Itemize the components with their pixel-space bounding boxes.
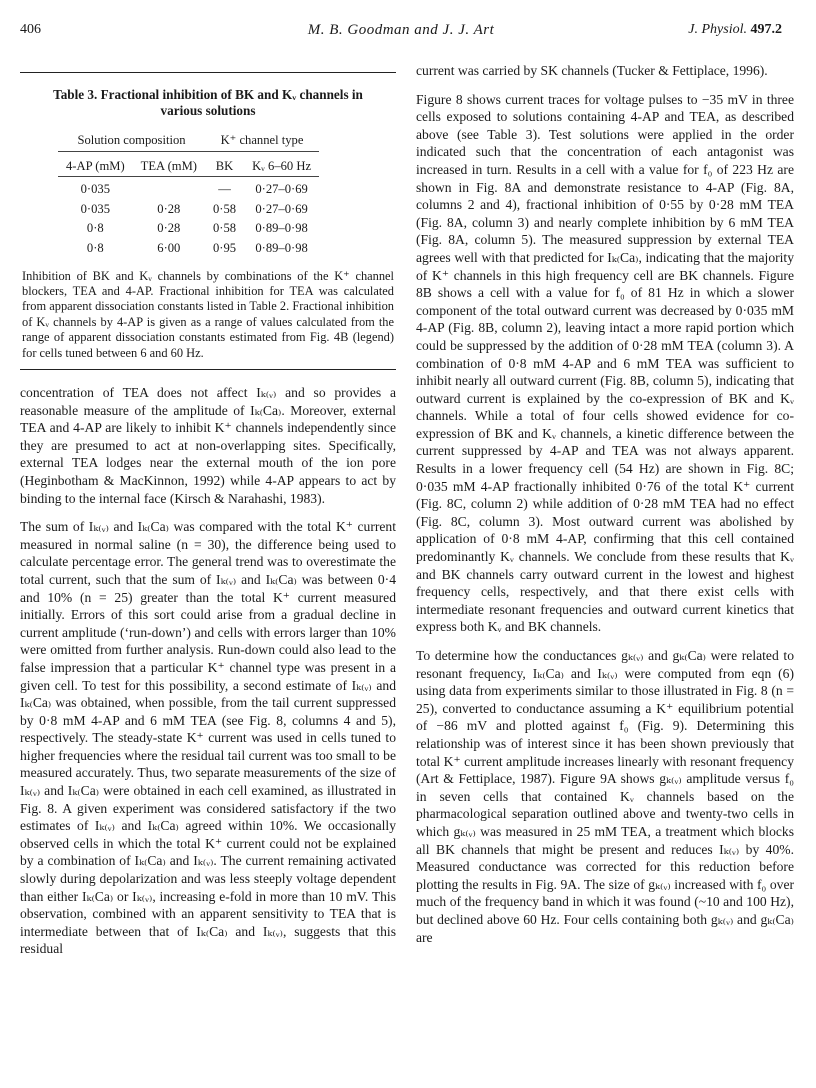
left-column — [20, 62, 396, 969]
group-header-channel: K⁺ channel type — [205, 131, 319, 151]
paragraph-conductances: To determine how the conductances gₖ₍ᵥ₎ and gₖ₍Ca₎ were related to resonant frequency, Iₖ₍Ca₎ and Iₖ₍ᵥ₎ were computed from eqn (6) using data from experiments similar to those illustrated in Fig. 8 (n = 25), converted to conductance assuming a K⁺ equilibrium potential of −86 mV and plotted against f₀ (Fig. 9). Determining this relationship was of interest since it has been shown previously that total K⁺ current amplitude increases linearly with resonant frequency (Art & Fettiplace, 1987). Figure 9A shows gₖ₍ᵥ₎ amplitude versus f₀ in seven cells that contained Kᵥ channels based on the pharmacological separation outlined above and twenty-two cells in which gₖ₍ᵥ₎ was measured in 25 mM TEA, a treatment which blocks all BK channels that might be present and reduces Iₖ₍ᵥ₎ by 40%. Measured conductance was corrected for this reduction before plotting the results in Fig. 9A. The size of gₖ₍ᵥ₎ increased with f₀ over much of the frequency band in which it was found (~10 and 100 Hz), but declined above 60 Hz. Four cells containing both gₖ₍ᵥ₎ and gₖ₍Ca₎ are — [416, 648, 794, 945]
table-row — [58, 239, 319, 259]
right-column — [416, 62, 794, 957]
running-authors: M. B. Goodman and J. J. Art — [307, 22, 495, 38]
inhibition-table — [58, 131, 319, 259]
cell-kv: 0·89–0·98 — [255, 240, 308, 255]
column-header-4ap: 4-AP (mM) — [66, 158, 125, 173]
cell-4ap: 0·8 — [86, 240, 104, 255]
journal-volume: 497.2 — [750, 22, 782, 37]
table-title: Table 3. Fractional inhibition of BK and Kᵥ channels in various solutions — [53, 87, 363, 118]
column-header-tea: TEA (mM) — [140, 158, 197, 173]
table-3 — [20, 72, 396, 370]
table-row — [58, 180, 319, 200]
paragraph-sum-comparison: The sum of Iₖ₍ᵥ₎ and Iₖ₍Ca₎ was compared with the total K⁺ current measured in normal saline (n = 30), the difference being used to calculate percentage error. The general trend was to overestimate the total current, such that the sum of Iₖ₍ᵥ₎ and Iₖ₍Ca₎ was between 0·4 and 10% (n = 25) greater than the total K⁺ current measured initially. Errors of this sort could arise from a gradual decline in current amplitude (‘run-down’) and cells with errors larger than 10% were omitted from further analysis. Run-down could also lead to the false impression that a particular K⁺ channel type was present in a given cell. To test for this possibility, a second estimate of Iₖ₍ᵥ₎ and Iₖ₍Ca₎ was obtained, when possible, from the tail current suppressed by 0·8 mM 4-AP and 6 mM TEA (see Fig. 8, columns 4 and 5), respectively. The steady-state K⁺ current was used in cells tuned to higher frequencies where the residual tail current was too small to be measured accurately. Thus, two separate measurements of the size of Iₖ₍ᵥ₎ and Iₖ₍Ca₎ were obtained in each cell examined, as illustrated in Fig. 8. A given experiment was considered satisfactory if the two estimates of Iₖ₍ᵥ₎ and Iₖ₍Ca₎ agreed within 10%. We occasionally observed cells in which the total K⁺ current could not be explained by a combination of Iₖ₍Ca₎ and Iₖ₍ᵥ₎. The current remaining activated slowly during depolarization and was less steeply voltage dependent than either Iₖ₍Ca₎ or Iₖ₍ᵥ₎, increasing e-fold in more than 10 mV. This observation, combined with an apparent sensitivity to TEA that is intermediate between that of Iₖ₍Ca₎ and Iₖ₍ᵥ₎, suggests that this residual — [20, 519, 396, 957]
cell-kv: 0·89–0·98 — [255, 221, 308, 236]
column-header-bk: BK — [215, 158, 234, 173]
cell-kv: 0·27–0·69 — [255, 182, 308, 197]
group-header-solution: Solution composition — [58, 131, 205, 151]
cell-tea: 0·28 — [157, 221, 181, 236]
cell-bk: 0·58 — [212, 201, 237, 216]
cell-4ap: 0·8 — [86, 221, 104, 236]
cell-4ap: 0·035 — [80, 201, 111, 216]
paragraph-sk-continuation: current was carried by SK channels (Tucker & Fettiplace, 1996). — [416, 63, 768, 78]
journal-name: J. Physiol. — [688, 22, 747, 37]
cell-kv: 0·27–0·69 — [255, 201, 308, 216]
cell-bk: 0·58 — [212, 221, 237, 236]
table-footnote: Inhibition of BK and Kᵥ channels by combinations of the K⁺ channel blockers, TEA and 4-AP. Fractional inhibition for TEA was calculated from apparent dissociation constants listed in Table 2. Fractional inhibition of Kᵥ channels by 4-AP is given as a range of values calculated from the range of apparent dissociation constants estimated from Fig. 4B (legend) for cells tuned between 6 and 60 Hz. — [22, 268, 394, 360]
page-header — [20, 22, 782, 44]
paragraph-continuation: concentration of TEA does not affect Iₖ₍ᵥ₎ and so provides a reasonable measure of the amplitude of Iₖ₍Ca₎. Moreover, external TEA and 4-AP are likely to inhibit K⁺ channels independently since they are presumed to act at non-overlapping sites. Specifically, external TEA lodges near the external mouth of the ion pore (Heginbotham & MacKinnon, 1992) while 4-AP appears to act by binding to the internal face (Kirsch & Narahashi, 1983). — [20, 385, 396, 506]
cell-bk: — — [218, 182, 231, 197]
journal-reference — [688, 22, 782, 38]
cell-bk: 0·95 — [212, 240, 237, 255]
paragraph-figure-8: Figure 8 shows current traces for voltage pulses to −35 mV in three cells exposed to solutions containing 4-AP and TEA, as described above (see Table 3). Test solutions were applied in the order indicated such that the concentration of each antagonist was increased in turn. Results in a cell with a value for f₀ of 223 Hz are shown in Fig. 8A and demonstrate resistance to 4-AP (Fig. 8A, columns 2 and 4), fractional inhibition of 0·55 by 0·28 mM TEA (Fig. 8A, column 3) and nearly complete inhibition by 6 mM TEA (Fig. 8A, column 5). The measured suppression by external TEA agrees well with that predicted for Iₖ₍Ca₎, indicating that the majority of K⁺ channels in this high frequency cell are BK channels. Figure 8B shows a cell with a value for f₀ of 81 Hz in which a slower component of the total outward current was decreased by 0·035 mM 4-AP (Fig. 8B, column 2), leaving intact a more rapid portion which could be suppressed by the addition of 0·28 mM TEA (column 3). A combination of 0·8 mM 4-AP and 6 mM TEA was sufficient to inhibit nearly all outward current (Fig. 8B, column 5), indicating that outward current is explained by the co-expression of BK and Kᵥ channels. While a total of four cells showed evidence for co-expression of BK and Kᵥ channels, a kinetic difference between the current suppressed by 4-AP and TEA was not always apparent. Results in a lower frequency cell (54 Hz) are shown in Fig. 8C; 0·035 mM 4-AP fractionally inhibited 0·76 of the total K⁺ current (Fig. 8C, column 2) while addition of 0·28 mM TEA had no effect (Fig. 8C, column 3). Most outward current was abolished by application of 0·8 mM 4-AP, confirming that this cell contained predominantly Kᵥ channels. We conclude from these results that Kᵥ and BK channels carry outward current in the lowest and highest frequency cells, respectively, and that there exist cells with intermediate resonant frequencies and outward current kinetics that express both Kᵥ and BK channels. — [416, 91, 794, 635]
cell-tea — [133, 180, 205, 200]
table-row — [58, 200, 319, 220]
cell-tea: 6·00 — [157, 240, 181, 255]
cell-tea: 0·28 — [157, 201, 181, 216]
cell-4ap: 0·035 — [80, 182, 111, 197]
table-row — [58, 219, 319, 239]
column-header-kv: Kᵥ 6–60 Hz — [252, 158, 312, 173]
page-number: 406 — [20, 22, 41, 37]
